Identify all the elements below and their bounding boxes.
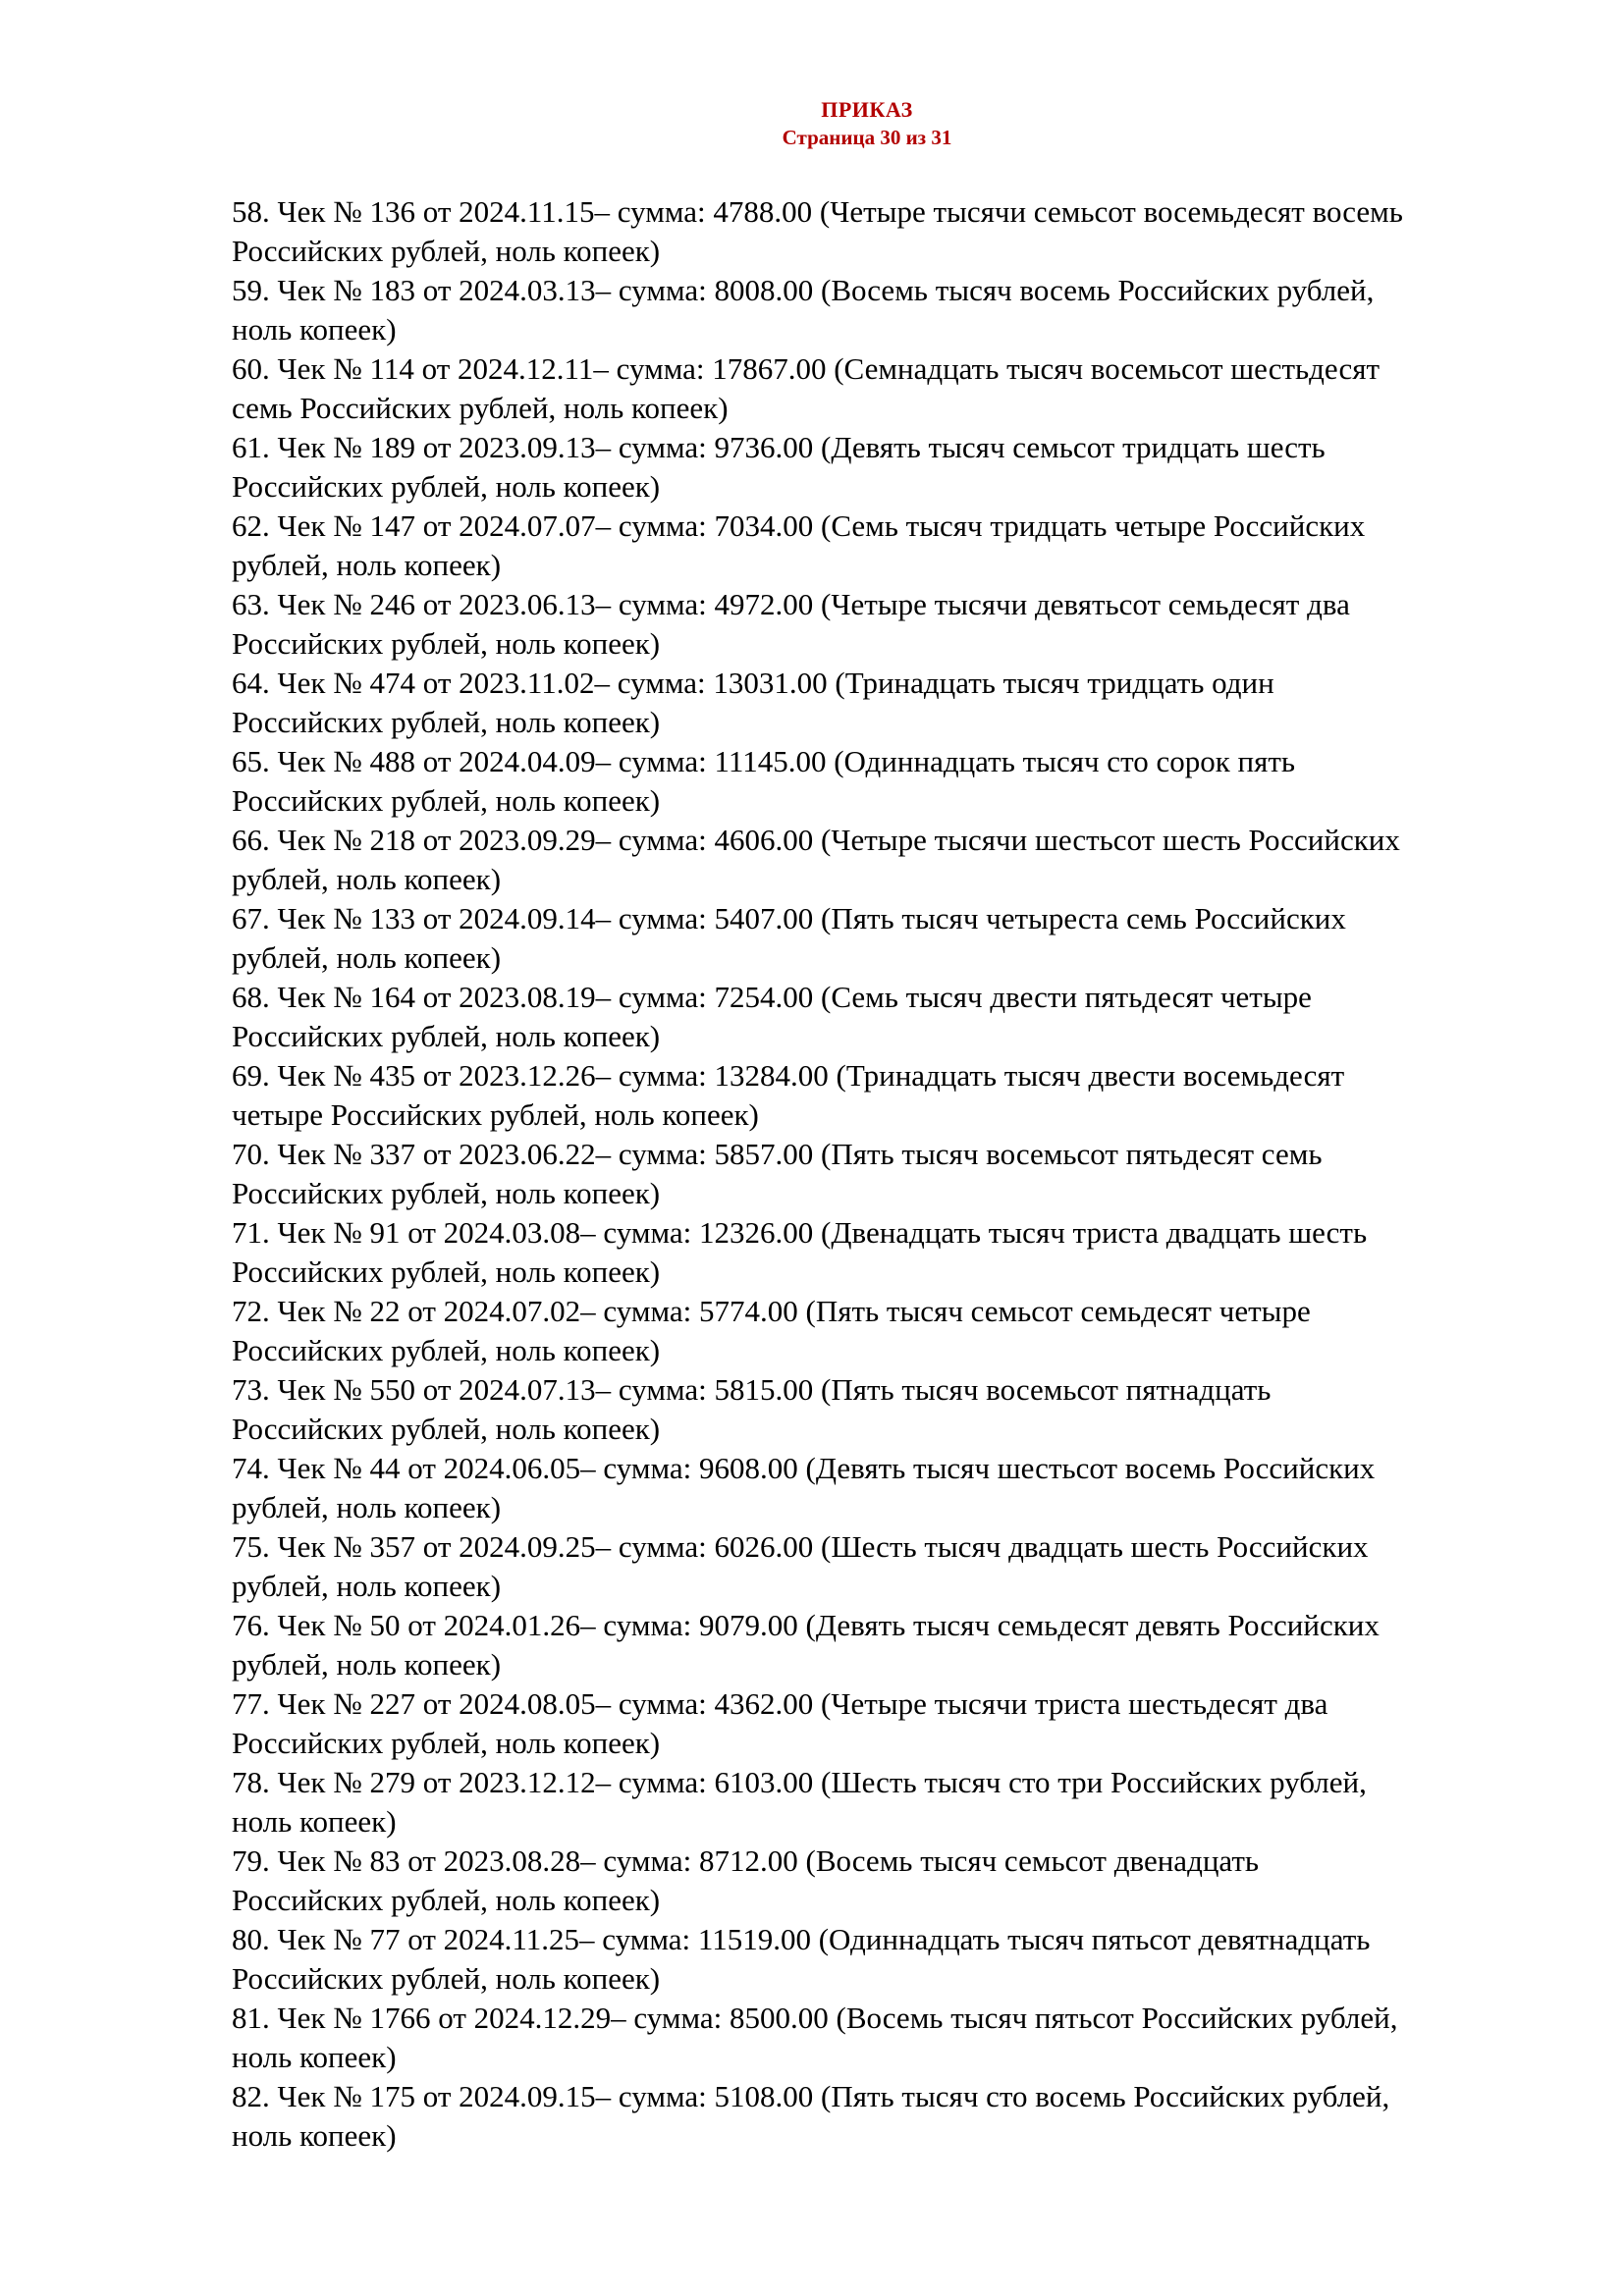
check-entry — [232, 1842, 1547, 1920]
check-entry-line1: 76. Чек № 50 от 2024.01.26– сумма: 9079.00 (Девять тысяч семьдесят девять Российских — [232, 1608, 1380, 1642]
check-entry — [232, 742, 1547, 821]
check-entry-line2: Российских рублей, ноль копеек) — [232, 1412, 661, 1446]
check-entry — [232, 1056, 1547, 1135]
check-entry-line2: рублей, ноль копеек) — [232, 862, 502, 896]
check-entry-line2: Российских рублей, ноль копеек) — [232, 1255, 661, 1289]
check-entry — [232, 1763, 1547, 1842]
check-entry-line2: четыре Российских рублей, ноль копеек) — [232, 1097, 759, 1132]
document-header — [232, 96, 1502, 151]
check-entry-line1: 78. Чек № 279 от 2023.12.12– сумма: 6103.00 (Шесть тысяч сто три Российских рублей, — [232, 1765, 1367, 1799]
check-entry — [232, 1606, 1547, 1684]
check-entry-line2: Российских рублей, ноль копеек) — [232, 1726, 661, 1760]
check-entry-line2: Российских рублей, ноль копеек) — [232, 1883, 661, 1917]
check-entry-line2: Российских рублей, ноль копеек) — [232, 1333, 661, 1367]
check-entry-line2: ноль копеек) — [232, 2118, 397, 2153]
check-entry-line2: Российских рублей, ноль копеек) — [232, 234, 661, 268]
check-entry — [232, 664, 1547, 742]
check-entry-line1: 74. Чек № 44 от 2024.06.05– сумма: 9608.00 (Девять тысяч шестьсот восемь Российских — [232, 1451, 1376, 1485]
check-entry — [232, 507, 1547, 585]
check-entry-line1: 70. Чек № 337 от 2023.06.22– сумма: 5857.00 (Пять тысяч восемьсот пятьдесят семь — [232, 1137, 1323, 1171]
check-entry-line1: 79. Чек № 83 от 2023.08.28– сумма: 8712.00 (Восемь тысяч семьсот двенадцать — [232, 1843, 1260, 1878]
check-entry-line1: 65. Чек № 488 от 2024.04.09– сумма: 11145.00 (Одиннадцать тысяч сто сорок пять — [232, 744, 1296, 778]
check-entry-line1: 80. Чек № 77 от 2024.11.25– сумма: 11519.00 (Одиннадцать тысяч пятьсот девятнадцать — [232, 1922, 1371, 1956]
check-entry — [232, 1920, 1547, 1999]
check-entry — [232, 2077, 1547, 2156]
check-entry-line1: 63. Чек № 246 от 2023.06.13– сумма: 4972.00 (Четыре тысячи девятьсот семьдесят два — [232, 587, 1350, 621]
check-entry — [232, 899, 1547, 978]
check-entry-line2: Российских рублей, ноль копеек) — [232, 1176, 661, 1210]
check-entry-line2: ноль копеек) — [232, 2040, 397, 2074]
check-entry-line2: Российских рублей, ноль копеек) — [232, 1019, 661, 1053]
check-entry-line1: 59. Чек № 183 от 2024.03.13– сумма: 8008.00 (Восемь тысяч восемь Российских рублей, — [232, 273, 1375, 307]
check-entry — [232, 978, 1547, 1056]
check-entry-line1: 68. Чек № 164 от 2023.08.19– сумма: 7254.00 (Семь тысяч двести пятьдесят четыре — [232, 980, 1312, 1014]
check-entry-line2: Российских рублей, ноль копеек) — [232, 469, 661, 504]
page-indicator: Страница 30 из 31 — [782, 126, 952, 149]
check-entry-line2: рублей, ноль копеек) — [232, 1569, 502, 1603]
check-entry — [232, 1684, 1547, 1763]
check-entry-line1: 60. Чек № 114 от 2024.12.11– сумма: 17867.00 (Семнадцать тысяч восемьсот шестьдесят — [232, 351, 1380, 386]
check-entry — [232, 1135, 1547, 1213]
check-entry-line2: рублей, ноль копеек) — [232, 940, 502, 975]
check-entry — [232, 1527, 1547, 1606]
check-entry-line1: 82. Чек № 175 от 2024.09.15– сумма: 5108.00 (Пять тысяч сто восемь Российских рублей, — [232, 2079, 1390, 2113]
check-entry-line1: 66. Чек № 218 от 2023.09.29– сумма: 4606.00 (Четыре тысячи шестьсот шесть Российских — [232, 823, 1400, 857]
check-entry — [232, 585, 1547, 664]
check-entry-line2: Российских рублей, ноль копеек) — [232, 1961, 661, 1996]
check-entry-line1: 69. Чек № 435 от 2023.12.26– сумма: 13284.00 (Тринадцать тысяч двести восемьдесят — [232, 1058, 1345, 1093]
check-entry-line2: ноль копеек) — [232, 1804, 397, 1839]
check-entry-line2: рублей, ноль копеек) — [232, 1490, 502, 1524]
check-entry — [232, 1449, 1547, 1527]
check-entry-line1: 64. Чек № 474 от 2023.11.02– сумма: 13031.00 (Тринадцать тысяч тридцать один — [232, 666, 1274, 700]
check-list — [232, 192, 1547, 2156]
check-entry-line1: 62. Чек № 147 от 2024.07.07– сумма: 7034.00 (Семь тысяч тридцать четыре Российских — [232, 508, 1366, 543]
check-entry — [232, 349, 1547, 428]
check-entry — [232, 1292, 1547, 1370]
check-entry-line2: ноль копеек) — [232, 312, 397, 347]
check-entry-line2: Российских рублей, ноль копеек) — [232, 783, 661, 818]
check-entry-line1: 58. Чек № 136 от 2024.11.15– сумма: 4788.00 (Четыре тысячи семьсот восемьдесят восемь — [232, 194, 1403, 229]
check-entry-line1: 75. Чек № 357 от 2024.09.25– сумма: 6026.00 (Шесть тысяч двадцать шесть Российских — [232, 1529, 1369, 1564]
check-entry-line1: 72. Чек № 22 от 2024.07.02– сумма: 5774.00 (Пять тысяч семьсот семьдесят четыре — [232, 1294, 1311, 1328]
check-entry-line1: 81. Чек № 1766 от 2024.12.29– сумма: 8500.00 (Восемь тысяч пятьсот Российских рублей, — [232, 2001, 1398, 2035]
check-entry-line2: семь Российских рублей, ноль копеек) — [232, 391, 729, 425]
check-entry — [232, 1370, 1547, 1449]
check-entry — [232, 821, 1547, 899]
document-title: ПРИКАЗ — [821, 97, 913, 122]
check-entry-line1: 71. Чек № 91 от 2024.03.08– сумма: 12326.00 (Двенадцать тысяч триста двадцать шесть — [232, 1215, 1368, 1250]
check-entry — [232, 1999, 1547, 2077]
check-entry-line1: 73. Чек № 550 от 2024.07.13– сумма: 5815.00 (Пять тысяч восемьсот пятнадцать — [232, 1372, 1272, 1407]
check-entry — [232, 1213, 1547, 1292]
check-entry — [232, 192, 1547, 271]
check-entry-line2: рублей, ноль копеек) — [232, 1647, 502, 1682]
check-entry-line2: рублей, ноль копеек) — [232, 548, 502, 582]
check-entry — [232, 428, 1547, 507]
check-entry-line1: 77. Чек № 227 от 2024.08.05– сумма: 4362.00 (Четыре тысячи триста шестьдесят два — [232, 1686, 1328, 1721]
check-entry — [232, 271, 1547, 349]
check-entry-line2: Российских рублей, ноль копеек) — [232, 626, 661, 661]
check-entry-line1: 67. Чек № 133 от 2024.09.14– сумма: 5407.00 (Пять тысяч четыреста семь Российских — [232, 901, 1346, 935]
check-entry-line2: Российских рублей, ноль копеек) — [232, 705, 661, 739]
check-entry-line1: 61. Чек № 189 от 2023.09.13– сумма: 9736.00 (Девять тысяч семьсот тридцать шесть — [232, 430, 1326, 464]
